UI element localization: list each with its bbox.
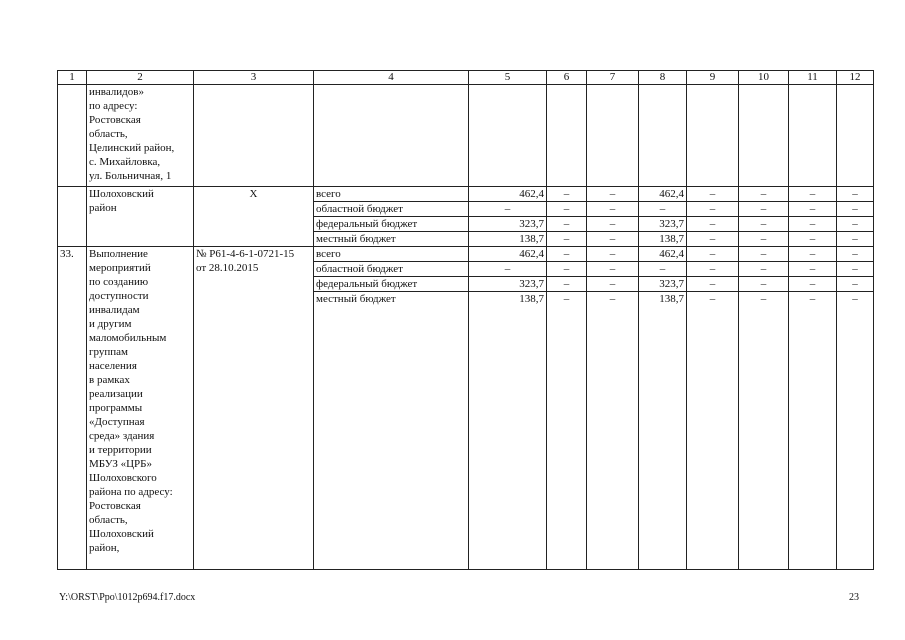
cell-empty	[58, 85, 87, 187]
col-header-7: 7	[587, 71, 639, 85]
budget-label: местный бюджет	[314, 292, 469, 570]
value-cell: –	[587, 187, 639, 202]
col-header-11: 11	[789, 71, 837, 85]
value-cell: –	[547, 277, 587, 292]
value-cell: –	[739, 247, 789, 262]
column-number-header	[58, 71, 874, 85]
value-cell: –	[547, 262, 587, 277]
value-cell: –	[789, 187, 837, 202]
cell-empty	[639, 85, 687, 187]
item-number: 33.	[58, 247, 87, 570]
value-cell: –	[837, 277, 874, 292]
value-cell: –	[789, 232, 837, 247]
document-mark: Х	[194, 187, 314, 247]
value-cell: –	[547, 202, 587, 217]
value-cell: 462,4	[639, 187, 687, 202]
value-cell: –	[687, 232, 739, 247]
page-number: 23	[849, 592, 859, 603]
col-header-8: 8	[639, 71, 687, 85]
cell-empty	[837, 85, 874, 187]
value-cell: –	[739, 217, 789, 232]
value-cell: –	[837, 232, 874, 247]
value-cell: –	[687, 247, 739, 262]
value-cell: –	[789, 217, 837, 232]
value-cell: 323,7	[639, 277, 687, 292]
value-cell: –	[639, 262, 687, 277]
cell-empty	[194, 85, 314, 187]
district-name: Шолоховский район	[87, 187, 194, 247]
value-cell: 462,4	[469, 247, 547, 262]
cell-empty	[314, 85, 469, 187]
col-header-1: 1	[58, 71, 87, 85]
value-cell: 323,7	[639, 217, 687, 232]
col-header-5: 5	[469, 71, 547, 85]
value-cell: 462,4	[469, 187, 547, 202]
value-cell: –	[687, 217, 739, 232]
value-cell: –	[837, 202, 874, 217]
value-cell: –	[587, 232, 639, 247]
budget-table	[57, 70, 874, 570]
continued-description: инвалидов» по адресу: Ростовская область, Целинский район, с. Михайловка, ул. Больничная, 1	[87, 85, 194, 187]
value-cell: –	[547, 232, 587, 247]
item-description: Выполнение мероприятий по созданию доступности инвалидам и другим маломобильным группам населения в рамках реализации программы «Доступная среда» здания и территории МБУЗ «ЦРБ» Шолоховского района по адресу: Ростовская область, Шолоховский район,	[87, 247, 194, 570]
value-cell: –	[739, 262, 789, 277]
value-cell: –	[687, 277, 739, 292]
table-row-continuation	[58, 85, 874, 187]
budget-label: областной бюджет	[314, 262, 469, 277]
value-cell: –	[837, 292, 874, 570]
value-cell: 138,7	[639, 232, 687, 247]
value-cell: 138,7	[639, 292, 687, 570]
value-cell: –	[587, 277, 639, 292]
value-cell: –	[687, 262, 739, 277]
col-header-6: 6	[547, 71, 587, 85]
budget-label: областной бюджет	[314, 202, 469, 217]
value-cell: –	[789, 277, 837, 292]
value-cell: –	[469, 262, 547, 277]
value-cell: –	[789, 202, 837, 217]
value-cell: –	[739, 202, 789, 217]
col-header-12: 12	[837, 71, 874, 85]
col-header-10: 10	[739, 71, 789, 85]
table-row	[58, 247, 874, 262]
value-cell: –	[587, 247, 639, 262]
file-path-footer: Y:\ORST\Ppo\1012p694.f17.docx	[59, 592, 196, 603]
table-row	[58, 187, 874, 202]
budget-label: федеральный бюджет	[314, 217, 469, 232]
value-cell: –	[469, 202, 547, 217]
value-cell: –	[639, 202, 687, 217]
budget-label: всего	[314, 247, 469, 262]
cell-empty	[469, 85, 547, 187]
value-cell: –	[687, 187, 739, 202]
value-cell: –	[789, 247, 837, 262]
cell-empty	[547, 85, 587, 187]
col-header-3: 3	[194, 71, 314, 85]
budget-label: местный бюджет	[314, 232, 469, 247]
value-cell: –	[687, 292, 739, 570]
value-cell: 323,7	[469, 217, 547, 232]
value-cell: –	[587, 217, 639, 232]
cell-empty	[587, 85, 639, 187]
col-header-2: 2	[87, 71, 194, 85]
cell-empty	[687, 85, 739, 187]
cell-empty	[789, 85, 837, 187]
value-cell: 138,7	[469, 232, 547, 247]
value-cell: 138,7	[469, 292, 547, 570]
value-cell: –	[587, 202, 639, 217]
value-cell: –	[587, 262, 639, 277]
budget-label: федеральный бюджет	[314, 277, 469, 292]
col-header-9: 9	[687, 71, 739, 85]
item-document: № Р61-4-6-1-0721-15 от 28.10.2015	[194, 247, 314, 570]
budget-label: всего	[314, 187, 469, 202]
value-cell: –	[547, 217, 587, 232]
value-cell: –	[837, 247, 874, 262]
cell-empty	[739, 85, 789, 187]
value-cell: –	[739, 277, 789, 292]
value-cell: –	[547, 187, 587, 202]
cell-empty	[58, 187, 87, 247]
value-cell: 462,4	[639, 247, 687, 262]
value-cell: –	[587, 292, 639, 570]
value-cell: –	[837, 262, 874, 277]
value-cell: –	[739, 232, 789, 247]
value-cell: –	[789, 292, 837, 570]
value-cell: –	[739, 292, 789, 570]
value-cell: –	[837, 217, 874, 232]
value-cell: –	[687, 202, 739, 217]
value-cell: –	[547, 292, 587, 570]
value-cell: –	[789, 262, 837, 277]
value-cell: –	[837, 187, 874, 202]
value-cell: 323,7	[469, 277, 547, 292]
value-cell: –	[547, 247, 587, 262]
value-cell: –	[739, 187, 789, 202]
col-header-4: 4	[314, 71, 469, 85]
